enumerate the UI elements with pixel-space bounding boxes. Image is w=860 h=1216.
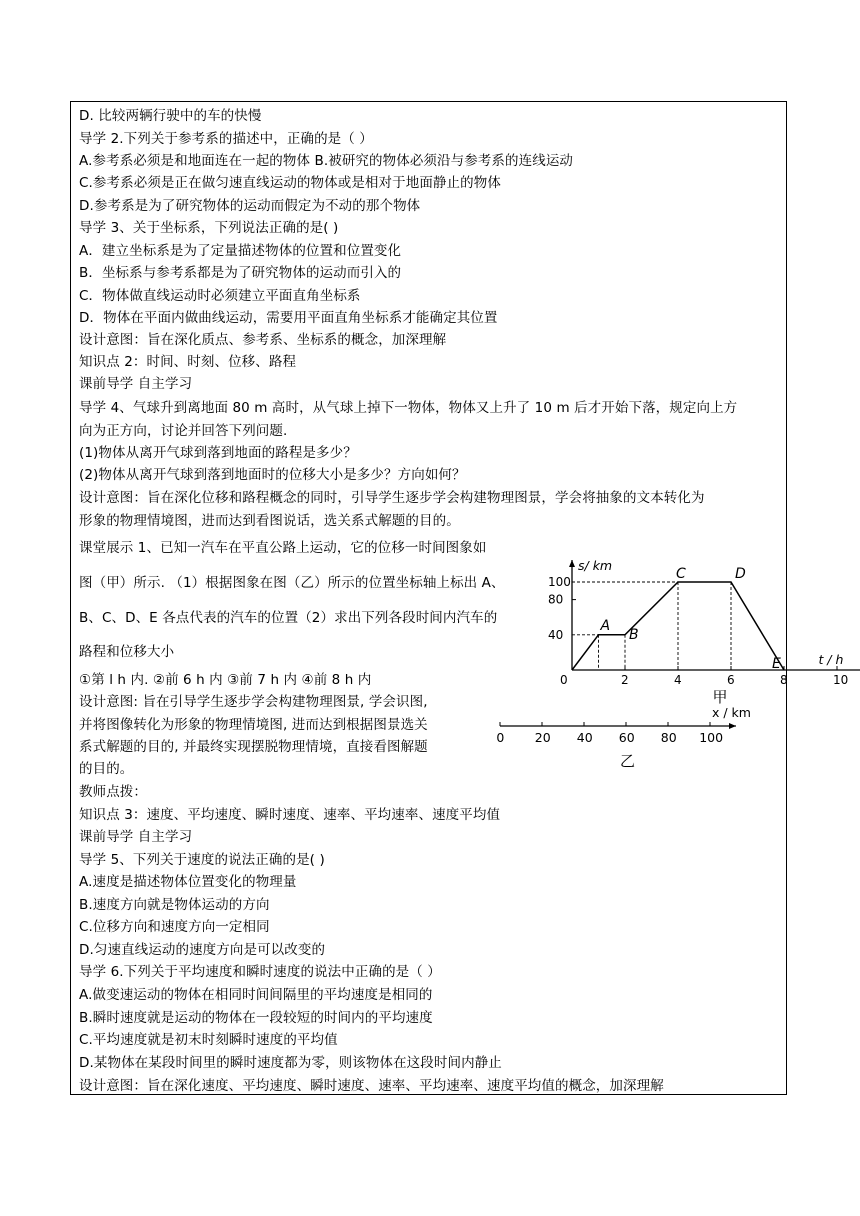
text-line: 知识点 2：时间、时刻、位移、路程 bbox=[79, 354, 297, 370]
text-line: ①第 l h 内. ②前 6 h 内 ③前 7 h 内 ④前 8 h 内 bbox=[79, 672, 372, 688]
x-tick-label: 8 bbox=[780, 673, 788, 687]
y-tick-label: 80 bbox=[548, 592, 564, 607]
text-line: D.参考系是为了研究物体的运动而假定为不动的那个物体 bbox=[79, 198, 421, 214]
text-line: A．建立坐标系是为了定量描述物体的位置和位置变化 bbox=[79, 243, 402, 259]
text-line: C.参考系必须是正在做匀速直线运动的物体或是相对于地面静止的物体 bbox=[79, 175, 501, 191]
text-line: 系式解题的目的, 并最终实现摆脱物理情境，直接看图解题 bbox=[79, 739, 428, 755]
x-tick-label: 4 bbox=[674, 673, 682, 687]
text-line: (2)物体从离开气球到落到地面时的位移大小是多少？方向如何？ bbox=[79, 467, 466, 483]
number-line-label: x / km bbox=[712, 705, 751, 720]
y-tick-label: 40 bbox=[548, 627, 564, 642]
text-line: 课堂展示 1、已知一汽车在平直公路上运动，它的位移一时间图象如 bbox=[79, 540, 487, 556]
number-line-tick-label: 60 bbox=[618, 730, 635, 745]
text-line: 导学 2.下列关于参考系的描述中，正确的是（ ） bbox=[79, 131, 373, 147]
point-label: D bbox=[735, 566, 746, 582]
number-line-tick-label: 40 bbox=[576, 730, 593, 745]
text-line: 设计意图：旨在深化质点、参考系、坐标系的概念，加深理解 bbox=[79, 332, 447, 348]
text-line: C.平均速度就是初末时刻瞬时速度的平均值 bbox=[79, 1032, 338, 1048]
chart-title: 甲 bbox=[712, 688, 728, 706]
x-axis-label: t / h bbox=[818, 652, 844, 667]
point-label: E bbox=[772, 656, 781, 672]
text-line: 的目的。 bbox=[79, 761, 134, 777]
text-line: 导学 4、气球升到离地面 80 m 高时，从气球上掉下一物体，物体又上升了 10 m 后才开始下落，规定向上方 bbox=[79, 400, 738, 416]
text-line: 路程和位移大小 bbox=[79, 644, 175, 660]
text-line: 教师点拨： bbox=[79, 784, 147, 800]
text-line: A.做变速运动的物体在相同时间间隔里的平均速度是相同的 bbox=[79, 987, 433, 1003]
point-label: B bbox=[629, 626, 639, 643]
text-line: 设计意图：旨在深化位移和路程概念的同时，引导学生逐步学会构建物理图景，学会将抽象的文本转化为 bbox=[79, 490, 705, 506]
motion-figure bbox=[490, 558, 849, 778]
y-axis-arrow bbox=[569, 560, 575, 567]
number-line-tick-label: 100 bbox=[699, 730, 724, 745]
number-line-tick-label: 0 bbox=[496, 730, 505, 745]
x-tick-label: 6 bbox=[727, 673, 735, 687]
text-line: A.参考系必须是和地面连在一起的物体 B.被研究的物体必须沿与参考系的连线运动 bbox=[79, 153, 574, 169]
text-line: B、C、D、E 各点代表的汽车的位置（2）求出下列各段时间内汽车的 bbox=[79, 610, 498, 626]
text-line: C.位移方向和速度方向一定相同 bbox=[79, 919, 270, 935]
number-line-tick-label: 20 bbox=[534, 730, 551, 745]
text-line: D.某物体在某段时间里的瞬时速度都为零，则该物体在这段时间内静止 bbox=[79, 1055, 502, 1071]
number-line-arrow bbox=[729, 723, 736, 729]
text-line: (1)物体从离开气球到落到地面的路程是多少？ bbox=[79, 445, 357, 461]
number-line-tick-label: 80 bbox=[660, 730, 677, 745]
y-axis-label: s/ km bbox=[578, 558, 613, 573]
position-number-line bbox=[496, 705, 751, 770]
x-tick-label: 10 bbox=[833, 673, 849, 687]
displacement-time-graph bbox=[548, 558, 860, 706]
x-tick-label: 2 bbox=[621, 673, 629, 687]
text-line: B.瞬时速度就是运动的物体在一段较短的时间内的平均速度 bbox=[79, 1010, 433, 1026]
text-line: 知识点 3：速度、平均速度、瞬时速度、速率、平均速率、速度平均值 bbox=[79, 807, 501, 823]
x-tick-label: 0 bbox=[560, 673, 568, 687]
text-line: D.匀速直线运动的速度方向是可以改变的 bbox=[79, 942, 326, 958]
text-line: 图（甲）所示. （1）根据图象在图（乙）所示的位置坐标轴上标出 A、 bbox=[79, 575, 505, 591]
point-label: A bbox=[600, 617, 611, 634]
text-line: 导学 5、下列关于速度的说法正确的是( ) bbox=[79, 852, 325, 868]
y-tick-label: 100 bbox=[548, 575, 571, 589]
text-line: 导学 6.下列关于平均速度和瞬时速度的说法中正确的是（ ） bbox=[79, 964, 441, 980]
text-line: C．物体做直线运动时必须建立平面直角坐标系 bbox=[79, 288, 361, 304]
text-line: 设计意图：旨在深化速度、平均速度、瞬时速度、速率、平均速率、速度平均值的概念，加深理解 bbox=[79, 1078, 664, 1094]
text-line: D. 比较两辆行驶中的车的快慢 bbox=[79, 108, 262, 124]
text-line: 形象的物理情境图，进而达到看图说话，选关系式解题的目的。 bbox=[79, 513, 460, 529]
text-line: 课前导学 自主学习 bbox=[79, 829, 193, 845]
text-line: 向为正方向，讨论并回答下列问题. bbox=[79, 423, 288, 439]
text-line: 并将图像转化为形象的物理情境图, 进而达到根据图景选关 bbox=[79, 717, 428, 733]
text-line: B.速度方向就是物体运动的方向 bbox=[79, 897, 270, 913]
text-line: 课前导学 自主学习 bbox=[79, 376, 193, 392]
text-line: D．物体在平面内做曲线运动，需要用平面直角坐标系才能确定其位置 bbox=[79, 310, 498, 326]
text-line: 设计意图: 旨在引导学生逐步学会构建物理图景, 学会识图, bbox=[79, 694, 428, 710]
text-line: 导学 3、关于坐标系，下列说法正确的是( ) bbox=[79, 220, 339, 236]
text-line: A.速度是描述物体位置变化的物理量 bbox=[79, 874, 297, 890]
number-line-title: 乙 bbox=[620, 752, 636, 770]
point-label: C bbox=[676, 566, 686, 582]
text-line: B．坐标系与参考系都是为了研究物体的运动而引入的 bbox=[79, 265, 402, 281]
